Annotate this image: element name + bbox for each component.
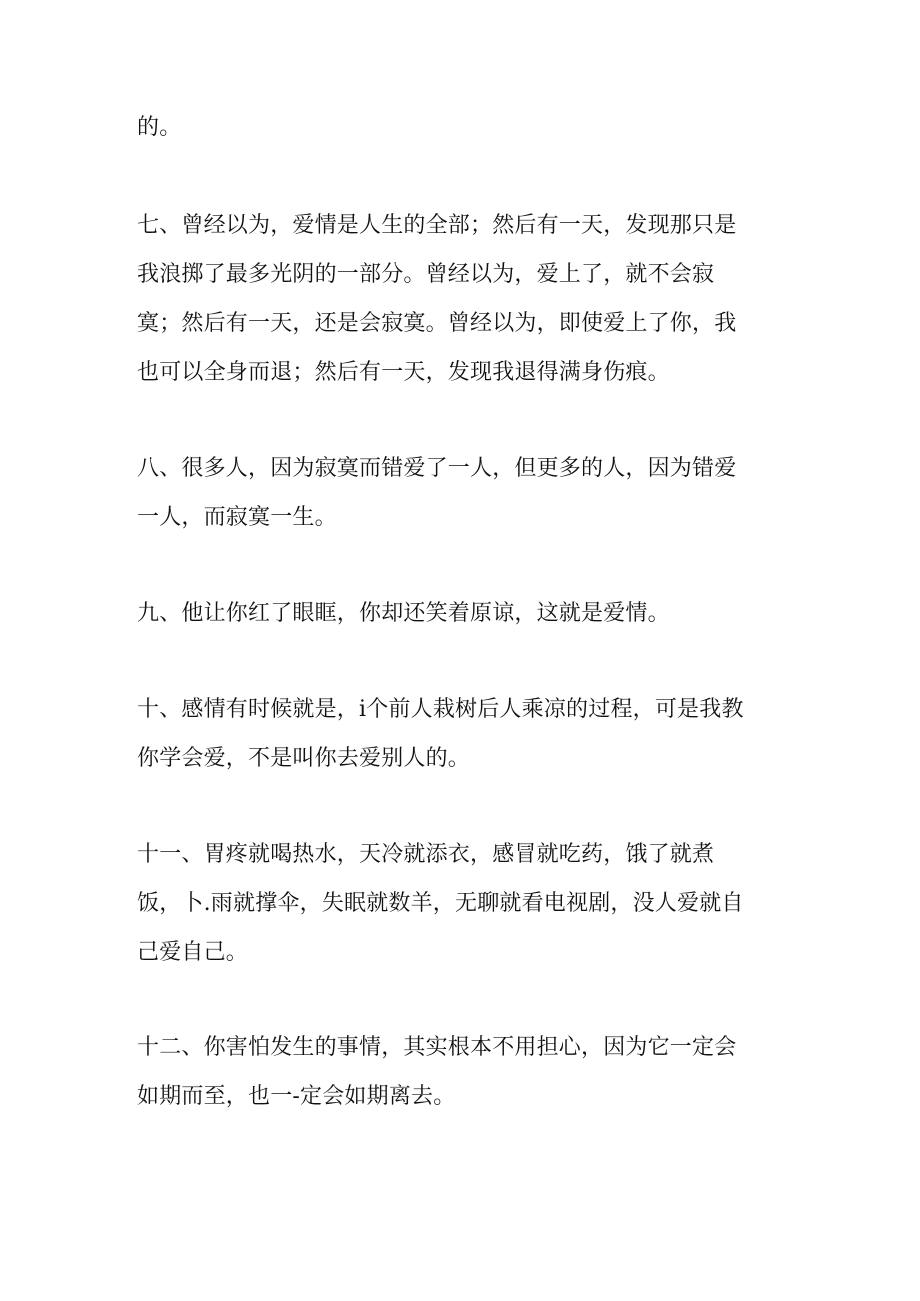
paragraph-line: 己爱自己。 bbox=[137, 940, 249, 965]
paragraph-line: 寞；然后有一天，还是会寂寞。曾经以为，即使爱上了你，我 bbox=[137, 311, 737, 336]
paragraph-line: 十、感情有时候就是，i个前人栽树后人乘凉的过程，可是我教 bbox=[137, 697, 744, 722]
paragraph-line: 七、曾经以为，爱情是人生的全部；然后有一天，发现那只是 bbox=[137, 213, 737, 238]
paragraph-line: 我浪掷了最多光阴的一部分。曾经以为，爱上了，就不会寂 bbox=[137, 262, 715, 287]
paragraph-line: 一人，而寂寞一生。 bbox=[137, 505, 337, 530]
paragraph-line: 九、他让你红了眼眶，你却还笑着原谅，这就是爱情。 bbox=[137, 601, 670, 626]
paragraph-line: 饭，卜.雨就撑伞，失眠就数羊，无聊就看电视剧，没人爱就自 bbox=[137, 891, 744, 916]
paragraph-line: 十二、你害怕发生的事情，其实根本不用担心，因为它一定会 bbox=[137, 1035, 737, 1060]
paragraph-line: 你学会爱，不是叫你去爱别人的。 bbox=[137, 746, 471, 771]
paragraph-line: 八、很多人，因为寂寞而错爱了一人，但更多的人，因为错爱 bbox=[137, 456, 737, 481]
paragraph-line: 也可以全身而退；然后有一天，发现我退得满身伤痕。 bbox=[137, 360, 670, 385]
paragraph-fragment-top: 的。 bbox=[137, 115, 182, 140]
paragraph-line: 十一、胃疼就喝热水，天冷就添衣，感冒就吃药，饿了就煮 bbox=[137, 842, 715, 867]
paragraph-line: 如期而至，也一-定会如期离去。 bbox=[137, 1084, 456, 1109]
